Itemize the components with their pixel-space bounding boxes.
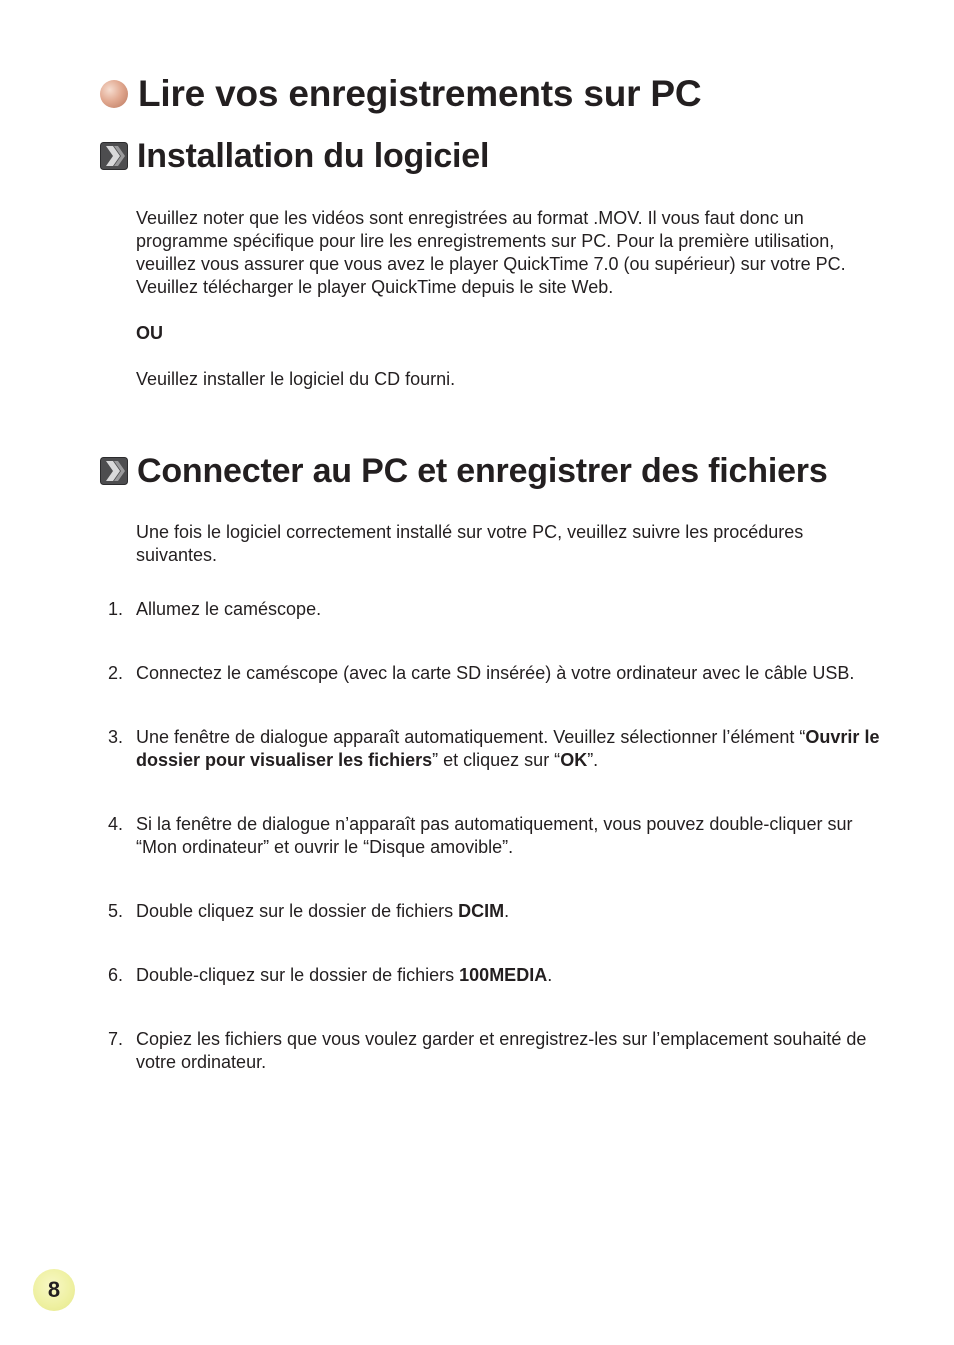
steps-list	[100, 598, 880, 1074]
step-number: 4.	[108, 814, 124, 834]
chevron-right-icon	[100, 457, 128, 485]
installation-paragraph: Veuillez noter que les vidéos sont enregistrées au format .MOV. Il vous faut donc un programme spécifique pour lire les enregistrements sur PC. Pour la première utilisation, veuillez vous assurer que vous avez le player QuickTime 7.0 (ou supérieur) sur votre PC. Veuillez télécharger le player QuickTime depuis le site Web.	[136, 208, 846, 297]
step-text: Double cliquez sur le dossier de fichiers DCIM.	[136, 901, 510, 921]
step-text: Connectez le caméscope (avec la carte SD insérée) à votre ordinateur avec le câble USB.	[136, 663, 855, 683]
step-text: Double-cliquez sur le dossier de fichiers 100MEDIA.	[136, 965, 553, 985]
folder-name-dcim: DCIM	[458, 901, 505, 921]
folder-name-100media: 100MEDIA	[459, 965, 548, 985]
page-title-text: Lire vos enregistrements sur PC	[138, 73, 702, 114]
chevron-right-icon	[100, 142, 128, 170]
or-label: OU	[136, 323, 163, 343]
section-heading-text: Installation du logiciel	[137, 137, 490, 175]
step-number: 7.	[108, 1029, 124, 1049]
step-text: Une fenêtre de dialogue apparaît automatiquement. Veuillez sélectionner l’élément “Ouvrir le dossier pour visualiser les fichiers” et cliquez sur “OK”.	[136, 727, 880, 770]
list-item	[100, 900, 880, 923]
step-text: Allumez le caméscope.	[136, 599, 322, 619]
install-cd-paragraph: Veuillez installer le logiciel du CD fourni.	[136, 369, 456, 389]
step-number: 6.	[108, 965, 124, 985]
page-number: 8	[33, 1269, 75, 1311]
ok-label: OK	[560, 750, 588, 770]
list-item	[100, 662, 880, 685]
circle-bullet-icon	[100, 80, 128, 108]
list-item	[100, 964, 880, 987]
step-number: 5.	[108, 901, 124, 921]
list-item	[100, 726, 880, 772]
list-item	[100, 1028, 880, 1074]
option-label: Ouvrir le dossier pour visualiser les fichiers	[136, 727, 880, 770]
section-heading-connect	[100, 451, 828, 491]
section-heading-text: Connecter au PC et enregistrer des fichiers	[137, 452, 828, 490]
step-number: 2.	[108, 663, 124, 683]
section-heading-installation	[100, 136, 489, 176]
step-text: Si la fenêtre de dialogue n’apparaît pas automatiquement, vous pouvez double-cliquer sur “Mon ordinateur” et ouvrir le “Disque amovible”.	[136, 814, 853, 857]
step-number: 1.	[108, 599, 124, 619]
list-item	[100, 598, 880, 621]
step-number: 3.	[108, 727, 124, 747]
page-title	[100, 72, 701, 116]
connect-intro-paragraph: Une fois le logiciel correctement installé sur votre PC, veuillez suivre les procédures suivantes.	[136, 522, 804, 565]
list-item	[100, 813, 880, 859]
step-text: Copiez les fichiers que vous voulez garder et enregistrez-les sur l’emplacement souhaité de votre ordinateur.	[136, 1029, 867, 1072]
